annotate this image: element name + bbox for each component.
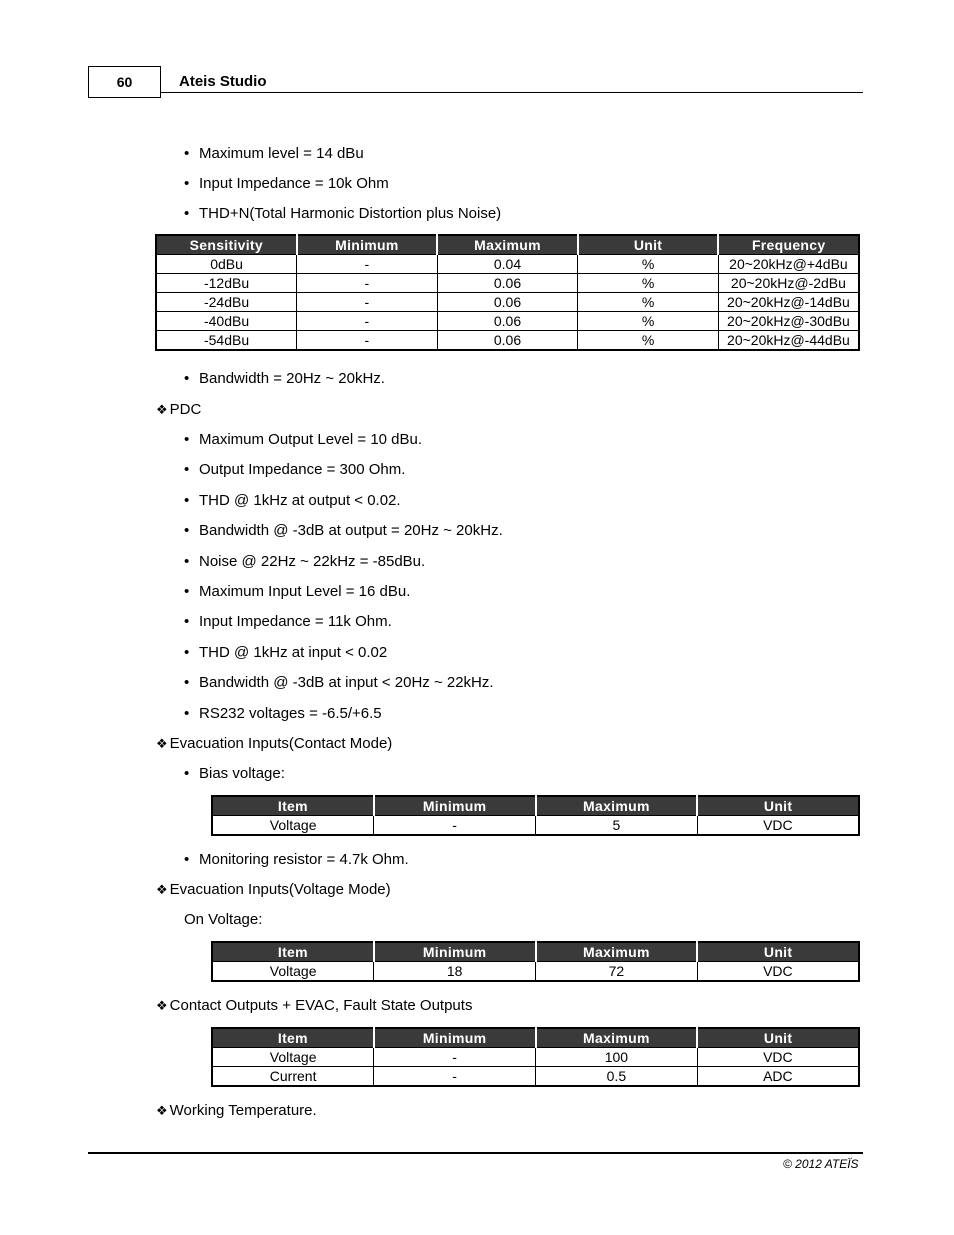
section-heading: ❖ Evacuation Inputs(Contact Mode) xyxy=(156,735,393,752)
column-header: Maximum xyxy=(536,1028,698,1048)
column-header: Unit xyxy=(697,942,859,962)
on-voltage-table xyxy=(211,941,860,982)
document-title: Ateis Studio xyxy=(179,73,267,90)
column-header: Maximum xyxy=(536,796,698,816)
diamond-bullet-icon: ❖ xyxy=(156,736,168,751)
column-header: Maximum xyxy=(536,942,698,962)
bullet-icon: • xyxy=(184,674,190,691)
list-item: • THD @ 1kHz at output < 0.02. xyxy=(184,492,401,509)
list-item: • Maximum Output Level = 10 dBu. xyxy=(184,431,423,448)
column-header: Item xyxy=(212,796,374,816)
column-header: Item xyxy=(212,942,374,962)
section-heading: ❖ Contact Outputs + EVAC, Fault State Outputs xyxy=(156,997,473,1014)
table-header-row xyxy=(212,796,859,816)
column-header: Minimum xyxy=(297,235,438,255)
bullet-icon: • xyxy=(184,431,190,448)
list-item: • THD @ 1kHz at input < 0.02 xyxy=(184,644,388,661)
table-row: -12dBu - 0.06 % 20~20kHz@-2dBu xyxy=(156,274,859,293)
section-heading: ❖ PDC xyxy=(156,401,202,418)
table-row: Voltage - 5 VDC xyxy=(212,816,859,836)
contact-outputs-table xyxy=(211,1027,860,1087)
table-row: -40dBu - 0.06 % 20~20kHz@-30dBu xyxy=(156,312,859,331)
copyright: © 2012 ATEÏS xyxy=(783,1157,859,1171)
bullet-icon: • xyxy=(184,765,190,782)
bullet-icon: • xyxy=(184,175,190,192)
page-number: 60 xyxy=(88,66,161,98)
bullet-icon: • xyxy=(184,522,190,539)
table-row: Voltage 18 72 VDC xyxy=(212,962,859,982)
table-header-row xyxy=(156,235,859,255)
table-row: -54dBu - 0.06 % 20~20kHz@-44dBu xyxy=(156,331,859,351)
table-header-row xyxy=(212,942,859,962)
table-row: Current - 0.5 ADC xyxy=(212,1067,859,1087)
bullet-icon: • xyxy=(184,583,190,600)
column-header: Frequency xyxy=(718,235,859,255)
bullet-icon: • xyxy=(184,644,190,661)
bullet-icon: • xyxy=(184,205,190,222)
bullet-icon: • xyxy=(184,370,190,387)
table-header-row xyxy=(212,1028,859,1048)
diamond-bullet-icon: ❖ xyxy=(156,402,168,417)
bias-voltage-table xyxy=(211,795,860,836)
column-header: Minimum xyxy=(374,942,536,962)
list-item: • Monitoring resistor = 4.7k Ohm. xyxy=(184,851,409,868)
column-header: Minimum xyxy=(374,1028,536,1048)
column-header: Item xyxy=(212,1028,374,1048)
diamond-bullet-icon: ❖ xyxy=(156,998,168,1013)
bullet-icon: • xyxy=(184,851,190,868)
list-item: • Bandwidth = 20Hz ~ 20kHz. xyxy=(184,370,385,387)
footer-rule xyxy=(88,1152,863,1154)
bullet-icon: • xyxy=(184,145,190,162)
list-item: • Input Impedance = 10k Ohm xyxy=(184,175,389,192)
list-item: • Bias voltage: xyxy=(184,765,285,782)
bullet-icon: • xyxy=(184,553,190,570)
bullet-icon: • xyxy=(184,613,190,630)
table-row: 0dBu - 0.04 % 20~20kHz@+4dBu xyxy=(156,255,859,274)
list-item: • Maximum Input Level = 16 dBu. xyxy=(184,583,411,600)
list-item: • Bandwidth @ -3dB at input < 20Hz ~ 22kHz. xyxy=(184,674,494,691)
diamond-bullet-icon: ❖ xyxy=(156,882,168,897)
diamond-bullet-icon: ❖ xyxy=(156,1103,168,1118)
list-item: • Maximum level = 14 dBu xyxy=(184,145,364,162)
list-item: • Output Impedance = 300 Ohm. xyxy=(184,461,406,478)
table-row: Voltage - 100 VDC xyxy=(212,1048,859,1067)
list-item: • Noise @ 22Hz ~ 22kHz = -85dBu. xyxy=(184,553,426,570)
section-heading: ❖ Working Temperature. xyxy=(156,1102,317,1119)
column-header: Minimum xyxy=(374,796,536,816)
subheading: On Voltage: xyxy=(184,911,263,928)
list-item: • Bandwidth @ -3dB at output = 20Hz ~ 20kHz. xyxy=(184,522,503,539)
column-header: Sensitivity xyxy=(156,235,297,255)
thd-table xyxy=(155,234,860,351)
column-header: Unit xyxy=(697,1028,859,1048)
column-header: Unit xyxy=(697,796,859,816)
list-item: • RS232 voltages = -6.5/+6.5 xyxy=(184,705,382,722)
table-row: -24dBu - 0.06 % 20~20kHz@-14dBu xyxy=(156,293,859,312)
bullet-icon: • xyxy=(184,461,190,478)
list-item: • THD+N(Total Harmonic Distortion plus Noise) xyxy=(184,205,502,222)
column-header: Unit xyxy=(578,235,719,255)
list-item: • Input Impedance = 11k Ohm. xyxy=(184,613,392,630)
column-header: Maximum xyxy=(437,235,578,255)
section-heading: ❖ Evacuation Inputs(Voltage Mode) xyxy=(156,881,391,898)
bullet-icon: • xyxy=(184,492,190,509)
bullet-icon: • xyxy=(184,705,190,722)
header-rule xyxy=(161,92,863,93)
